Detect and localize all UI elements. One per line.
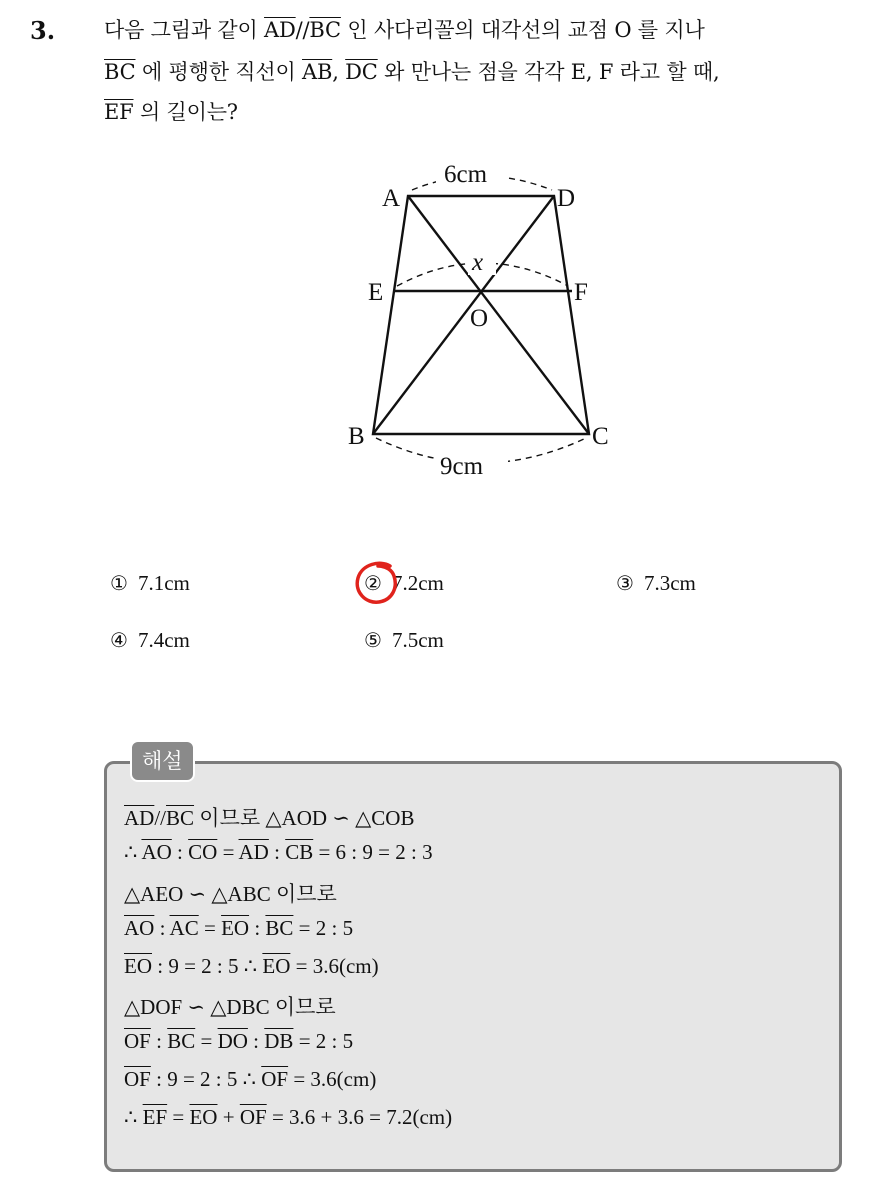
label-b: B xyxy=(348,423,365,450)
choice-3[interactable]: ③ 7.3cm xyxy=(616,571,696,595)
middle-var-label: x xyxy=(472,249,484,276)
solution-line-4: $\overline{AO}$ : $\overline{AC} = \overline{EO}$ : $\overline{BC} = 2$ : 5 xyxy=(124,916,354,940)
label-e: E xyxy=(368,279,384,306)
solution-line-7: $\overline{OF}$ : $\overline{BC} = \overline{DO}$ : $\overline{DB} = 2$ : 5 xyxy=(124,1029,354,1053)
solution-tag: 해설 xyxy=(130,740,195,782)
solution-line-6: △DOF ∽ △DBC 이므로 xyxy=(124,995,336,1019)
choice-4[interactable]: ④ 7.4cm xyxy=(110,628,190,652)
solution-line-3: △AEO ∽ △ABC 이므로 xyxy=(124,882,337,906)
label-c: C xyxy=(592,423,609,450)
question-line-2: $\overline{BC}$ 에 평행한 직선이 $\overline{AB}$, $\overline{DC}$ 와 만나는 점을 각각 E, F 라고 할 때, xyxy=(104,60,720,84)
trapezoid-figure xyxy=(340,158,630,488)
solution-line-8: $\overline{OF}$ : 9 = 2 : 5 ∴ $\overline{OF} = 3.6(cm)$ xyxy=(124,1067,377,1091)
bottom-length-label: 9cm xyxy=(440,453,484,480)
solution-line-9: ∴ $\overline{EF} = \overline{EO} + \overline{OF} = 3.6 + 3.6 = 7.2(cm)$ xyxy=(124,1105,453,1129)
question-number: 3. xyxy=(30,16,56,45)
choice-1[interactable]: ① 7.1cm xyxy=(110,571,190,595)
solution-line-5: $\overline{EO}$ : 9 = 2 : 5 ∴ $\overline{EO} = 3.6(cm)$ xyxy=(124,954,379,978)
solution-line-2: ∴ $\overline{AO}$ : $\overline{CO} = \overline{AD}$ : $\overline{CB} = 6$ : 9 = 2 : 3 xyxy=(124,840,433,864)
trapezoid-diagram xyxy=(340,158,630,488)
top-length-label: 6cm xyxy=(444,161,488,188)
diagonal-db xyxy=(373,196,554,434)
label-f: F xyxy=(574,279,588,306)
label-o: O xyxy=(470,305,489,332)
solution-line-1: $\overline{AD}//\overline{BC}$ 이므로 △AOD ∽ △COB xyxy=(124,806,415,830)
label-d: D xyxy=(557,185,576,212)
label-a: A xyxy=(382,185,401,212)
choice-2[interactable]: ② 7.2cm xyxy=(364,571,444,595)
choice-5[interactable]: ⑤ 7.5cm xyxy=(364,628,444,652)
question-line-1: 다음 그림과 같이 $\overline{AD}//\overline{BC}$ 인 사다리꼴의 대각선의 교점 O 를 지나 xyxy=(104,18,705,42)
diagonal-ac xyxy=(408,196,589,434)
answer-circle-mark xyxy=(352,558,402,608)
question-line-3: $\overline{EF}$ 의 길이는? xyxy=(104,100,238,124)
